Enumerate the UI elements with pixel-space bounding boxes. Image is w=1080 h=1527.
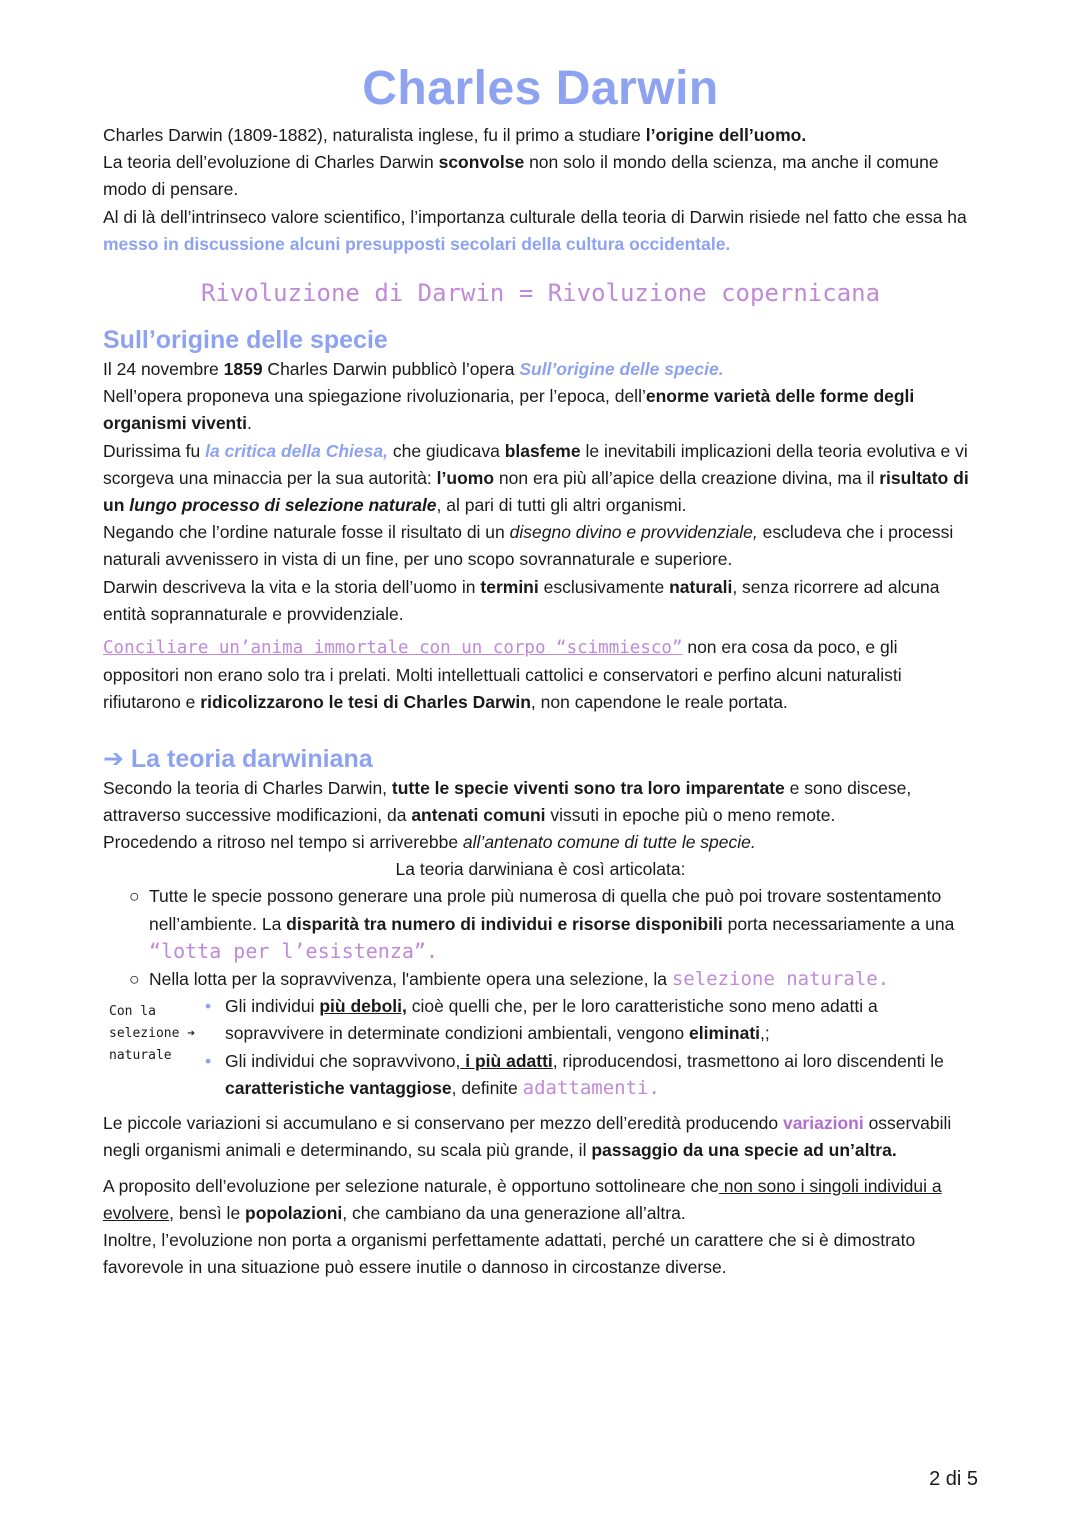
text: , definite [451,1077,523,1098]
text-bold: 1859 [223,359,263,380]
intro-paragraph-2 [103,149,978,203]
section2-line-3: La teoria darwiniana è così articolata: [395,859,686,880]
book-title: Sull’origine delle specie. [519,359,724,380]
text: Gli individui [225,996,320,1017]
page-title: Charles Darwin [362,62,719,115]
text-bold: sconvolse [438,152,525,173]
intro-paragraph-3 [103,204,978,258]
handwritten-text: adattamenti. [522,1076,660,1099]
text: non solo il mondo della scienza, ma anche il comune modo di pensare. [103,152,939,200]
handwritten-side-note: Con la selezione ➔ naturale [109,1004,196,1064]
text: ,; [760,1023,770,1044]
text-bold: termini [480,576,539,597]
text: Procedendo a ritroso nel tempo si arriverebbe [103,832,463,853]
text-bold: blasfeme [504,440,581,461]
text-bold: caratteristiche vantaggiose [225,1077,452,1098]
text-bold: l’origine dell’uomo. [645,125,807,145]
section-heading-theory: ➔ La teoria darwiniana [103,744,373,773]
text: , al pari di tutti gli altri organismi. [436,495,687,516]
section2-line-6: Inoltre, l’evoluzione non porta a organismi perfettamente adattati, perché un carattere che si è dimostrato favorevole in una situazione può essere inutile o dannoso in circostanze diverse. [103,1229,916,1278]
text: che giudicava [387,440,505,461]
text: . [246,413,252,434]
text-bold: ridicolizzarono le tesi di Charles Darwin [200,692,531,713]
text: Le piccole variazioni si accumulano e si conservano per mezzo dell’eredità producendo [103,1113,783,1134]
dot-bullet-icon: • [205,1050,212,1071]
text-highlight: la critica della Chiesa, [205,440,388,461]
text-bold: risultato di un [103,467,969,516]
section2-line-2 [103,829,978,856]
text: porta necessariamente a una [722,913,955,934]
text-bold-italic: lungo processo di selezione naturale [129,495,437,516]
text: cioè quelli che, per le loro caratteristiche sono meno adatti a sopravvivere in determinate condizioni ambientali, vengono [225,996,878,1044]
section1-line-5 [103,574,978,628]
circle-bullet-icon: ○ [129,886,140,907]
handwritten-heading: Rivoluzione di Darwin = Rivoluzione copernicana [200,279,881,308]
text-highlight: variazioni [782,1113,864,1134]
text: Darwin descriveva la vita e la storia dell’uomo in [103,576,481,597]
text: , che cambiano da una generazione all’altra. [342,1202,686,1223]
text: Nella lotta per la sopravvivenza, l'ambiente opera una selezione, la [149,969,672,990]
text: Gli individui che sopravvivono, [225,1050,461,1071]
section1-line-6 [103,634,978,717]
text: Tutte le specie possono generare una prole più numerosa di quella che può poi trovare sostentamento nell’ambiente. La [149,886,942,934]
text: Al di là dell’intrinseco valore scientifico, l’importanza culturale della teoria di Darwin risiede nel fatto che essa ha [103,206,967,227]
text: e sono discese, attraverso successive modificazioni, da [103,777,912,825]
text: Negando che l’ordine naturale fosse il risultato di un [103,522,510,543]
text-bold: popolazioni [245,1202,343,1223]
text: A proposito dell’evoluzione per selezione naturale, è opportuno sottolineare che [103,1175,719,1196]
text: Secondo la teoria di Charles Darwin, [103,777,392,798]
document-page [103,60,978,1281]
circle-bullet-icon: ○ [129,969,140,990]
text-bold: enorme varietà delle forme degli organismi viventi [103,386,915,434]
text-italic: disegno divino e provvidenziale, [509,522,758,543]
text: Il 24 novembre [103,359,224,380]
text-bold: tutte le specie viventi sono tra loro imparentate [391,777,785,798]
section2-line-4 [103,1110,978,1164]
text: Charles Darwin (1809-1882), naturalista inglese, fu il primo a studiare [103,125,646,145]
text-italic: all’antenato comune di tutte le specie. [462,832,756,853]
section2-line-1 [103,775,978,829]
section2-line-5 [103,1173,978,1227]
dot-bullet-icon: • [205,996,212,1017]
text-bold: eliminati [689,1023,761,1044]
handwritten-underlined: Conciliare un’anima immortale con un corpo “scimmiesco” [103,638,683,659]
section1-line-2 [103,383,978,437]
text: , non capendone le reale portata. [530,692,788,713]
theory-list [103,883,978,993]
text: Durissima fu [103,440,206,461]
text-bold: passaggio da una specie ad un’altra. [591,1140,897,1161]
text-bold: antenati comuni [411,804,546,825]
text: , riproducendosi, trasmettono ai loro discendenti le [552,1050,944,1071]
text: Charles Darwin pubblicò l’opera [262,359,520,380]
text-bold: l’uomo [436,467,495,488]
list-item [129,883,978,966]
text: le inevitabili implicazioni della teoria evolutiva e vi scorgeva una minaccia per la sua autorità: [103,440,968,488]
text: esclusivamente [538,576,670,597]
handwritten-text: “lotta per l’esistenza”. [149,938,438,963]
text: Nell’opera proponeva una spiegazione rivoluzionaria, per l’epoca, dell’ [103,386,646,407]
text: vissuti in epoche più o meno remote. [545,804,836,825]
text: , bensì le [169,1202,246,1223]
text-highlight: messo in discussione alcuni presupposti secolari della cultura occidentale. [103,233,731,254]
sub-list-item [205,1048,978,1102]
section-heading-origin: Sull’origine delle specie [103,326,388,355]
section1-line-4 [103,519,978,573]
intro-paragraph-1 [103,122,978,149]
text-underlined: non sono i singoli individui a evolvere [103,1175,942,1223]
text: non era cosa da poco, e gli oppositori non erano solo tra i prelati. Molti intellettuali cattolici e conservatori e perfino alcuni naturalisti rifiutarono e [103,637,902,713]
section1-line-3 [103,438,978,520]
text: escludeva che i processi naturali avvenissero in vista di un fine, per uno scopo sovrannaturale e superiore. [103,522,954,570]
text: La teoria dell’evoluzione di Charles Darwin [103,152,439,173]
text-bold: disparità tra numero di individui e risorse disponibili [286,913,723,934]
text: osservabili negli organismi animali e determinando, su scala più grande, il [103,1113,952,1161]
sub-list-item [205,993,978,1047]
list-item [129,966,978,993]
natural-selection-subgroup [103,993,978,1102]
text-bold: naturali [669,576,733,597]
text-bold-underlined: i più adatti [460,1050,553,1071]
page-number: 2 di 5 [929,1468,978,1490]
text: , senza ricorrere ad alcuna entità soprannaturale e provvidenziale. [103,576,940,624]
text: non era più all’apice della creazione divina, ma il [494,467,880,488]
handwritten-text: selezione naturale. [671,968,890,991]
section1-line-1 [103,356,978,383]
text-bold-underlined: più deboli, [319,996,407,1017]
